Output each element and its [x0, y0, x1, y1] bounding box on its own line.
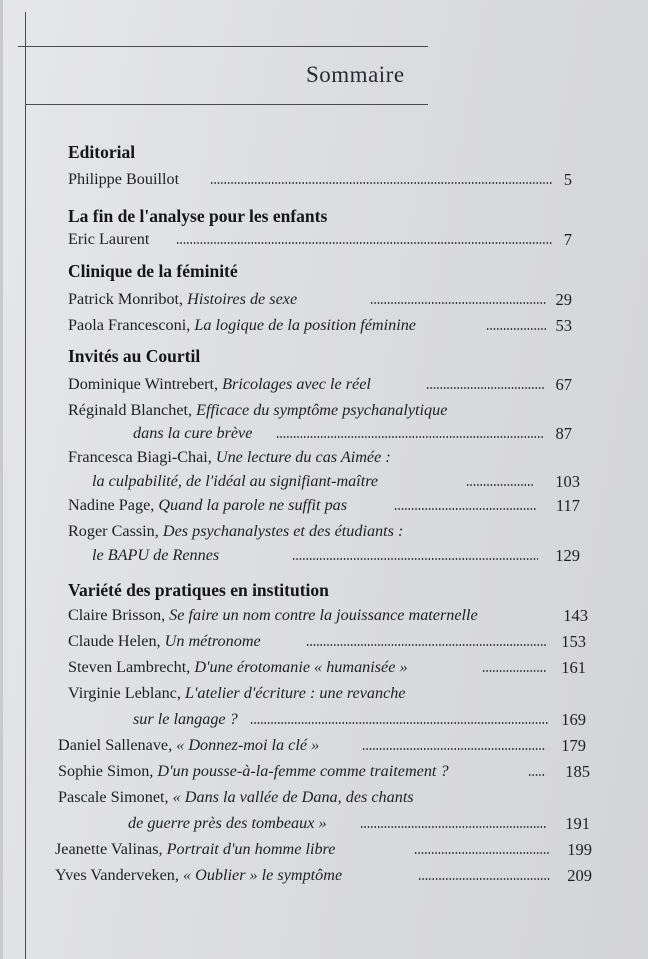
- toc-entry: [58, 736, 319, 755]
- section-heading: Invités au Courtil: [68, 346, 201, 366]
- entry-title: D'un pousse-à-la-femme comme traitement ?: [157, 762, 449, 780]
- entry-author: Jeanette Valinas,: [55, 840, 163, 858]
- page-number: 199: [567, 840, 592, 859]
- page-number: 169: [561, 710, 586, 729]
- section-heading: La fin de l'analyse pour les enfants: [68, 206, 328, 226]
- entry-title-continued: de guerre près des tombeaux »: [128, 814, 327, 832]
- page-number: 129: [555, 546, 580, 565]
- leader-dots: [418, 878, 550, 880]
- section-heading: Variété des pratiques en institution: [68, 580, 329, 600]
- page-number: 117: [555, 496, 580, 515]
- entry-author: Pascale Simonet,: [58, 788, 169, 806]
- leader-dots: [276, 436, 544, 438]
- toc-entry: [58, 762, 449, 781]
- page-number: 67: [555, 375, 572, 394]
- toc-entry-continuation: [128, 814, 327, 833]
- leader-dots: [306, 644, 546, 646]
- page-number: 161: [561, 658, 586, 677]
- page-number: 191: [565, 814, 590, 833]
- leader-dots: [176, 242, 552, 244]
- page-number: 185: [565, 762, 590, 781]
- entry-author: Philippe Bouillot: [68, 170, 180, 188]
- leader-dots: [362, 748, 546, 750]
- entry-author: Nadine Page,: [68, 496, 155, 514]
- entry-author: Patrick Monribot,: [68, 290, 184, 308]
- page-number: 143: [563, 606, 588, 625]
- page-number: 209: [567, 866, 592, 885]
- toc-entry-continuation: [133, 424, 252, 443]
- page-number: 153: [561, 632, 586, 651]
- toc-entry: [68, 684, 406, 703]
- entry-title: Bricolages avec le réel: [222, 375, 371, 393]
- entry-author: Steven Lambrecht,: [68, 658, 191, 676]
- page-number: 29: [555, 290, 572, 309]
- entry-title: Se faire un nom contre la jouissance maternelle: [169, 606, 478, 624]
- entry-author: Virginie Leblanc,: [68, 684, 181, 702]
- toc-entry: [68, 658, 408, 677]
- toc-entry-continuation: [92, 546, 219, 565]
- toc-entry: [68, 496, 347, 515]
- leader-dots: [370, 302, 546, 304]
- page-number: 103: [555, 472, 580, 491]
- entry-title: « Oublier » le symptôme: [183, 866, 343, 884]
- toc-entry: [55, 840, 335, 859]
- toc-entry: [68, 290, 297, 309]
- toc-entry: [68, 606, 478, 625]
- entry-author: Réginald Blanchet,: [68, 401, 193, 419]
- entry-author: Daniel Sallenave,: [58, 736, 173, 754]
- entry-author: Eric Laurent: [68, 230, 150, 248]
- entry-title-continued: dans la cure brève: [133, 424, 253, 442]
- toc-entry: [55, 866, 342, 885]
- toc-entry: [68, 448, 391, 467]
- entry-author: Yves Vanderveken,: [55, 866, 179, 884]
- entry-title: Quand la parole ne suffit pas: [158, 496, 348, 514]
- leader-dots: [394, 508, 536, 510]
- entry-title: La logique de la position féminine: [194, 316, 416, 334]
- toc-entry: [68, 230, 149, 249]
- leader-dots: [414, 852, 550, 854]
- entry-title: L'atelier d'écriture : une revanche: [184, 684, 406, 702]
- entry-title: Une lecture du cas Aimée :: [215, 448, 391, 466]
- toc-entry: [68, 375, 371, 394]
- entry-title: D'une érotomanie « humanisée »: [194, 658, 408, 676]
- entry-title: « Dans la vallée de Dana, des chants: [172, 788, 414, 806]
- entry-author: Paola Francesconi,: [68, 316, 191, 334]
- toc-entry: [58, 788, 414, 807]
- leader-dots: [360, 826, 546, 828]
- title-rule-top: [18, 46, 428, 47]
- entry-title: Efficace du symptôme psychanalytique: [196, 401, 448, 419]
- toc-entry: [68, 170, 179, 189]
- page-number: 87: [555, 424, 572, 443]
- entry-title-continued: sur le langage ?: [133, 710, 238, 728]
- toc-entry: [68, 522, 403, 541]
- entry-title: Un métronome: [164, 632, 261, 650]
- page-number: 179: [561, 736, 586, 755]
- title-rule-bottom: [25, 104, 428, 105]
- entry-title: Des psychanalystes et des étudiants :: [162, 522, 404, 540]
- entry-title-continued: la culpabilité, de l'idéal au signifiant-maître: [92, 472, 379, 490]
- leader-dots: [482, 670, 546, 672]
- leader-dots: [466, 484, 534, 486]
- margin-rule: [25, 12, 26, 959]
- toc-entry: [68, 632, 261, 651]
- page-number: 5: [563, 170, 572, 189]
- toc-entry: [68, 401, 447, 420]
- leader-dots: [210, 182, 552, 184]
- entry-author: Claude Helen,: [68, 632, 161, 650]
- page-number: 53: [555, 316, 572, 335]
- entry-author: Sophie Simon,: [58, 762, 154, 780]
- leader-dots: [486, 328, 546, 330]
- leader-dots: [292, 558, 538, 560]
- toc-entry-continuation: [92, 472, 378, 491]
- page-title: Sommaire: [306, 62, 405, 87]
- leader-dots: [426, 387, 544, 389]
- toc-entry: [68, 316, 416, 335]
- entry-author: Claire Brisson,: [68, 606, 166, 624]
- entry-title: « Donnez-moi la clé »: [176, 736, 320, 754]
- leader-dots: [528, 774, 546, 776]
- entry-title: Portrait d'un homme libre: [166, 840, 336, 858]
- page-number: 7: [563, 230, 572, 249]
- leader-dots: [250, 722, 548, 724]
- entry-author: Roger Cassin,: [68, 522, 159, 540]
- section-heading: Editorial: [68, 142, 136, 162]
- entry-title: Histoires de sexe: [187, 290, 298, 308]
- entry-author: Dominique Wintrebert,: [68, 375, 219, 393]
- toc-entry-continuation: [133, 710, 238, 729]
- entry-title-continued: le BAPU de Rennes: [92, 546, 220, 564]
- entry-author: Francesca Biagi-Chai,: [68, 448, 212, 466]
- section-heading: Clinique de la féminité: [68, 261, 238, 281]
